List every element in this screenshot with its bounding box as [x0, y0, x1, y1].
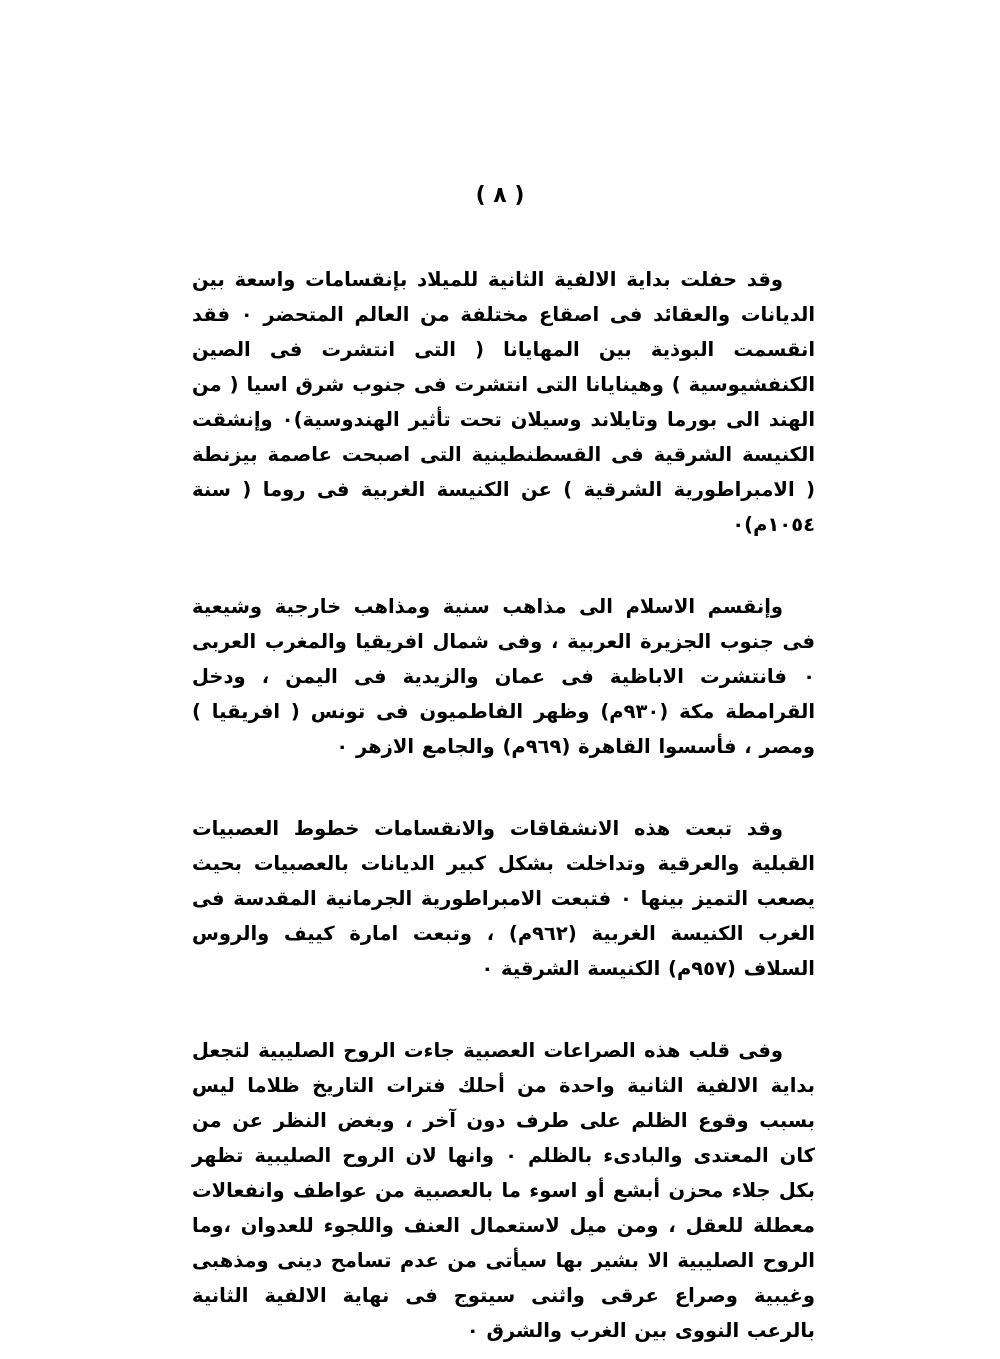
- document-body: [192, 262, 815, 1348]
- paragraph-3: وقد تبعت هذه الانشقاقات والانقسامات خطوط العصبيات القبلية والعرقية وتداخلت بشكل كبير الديانات بالعصبيات بحيث يصعب التميز بينها ٠ فتبعت الامبراطورية الجرمانية المقدسة فى الغرب الكنيسة الغربية (٩٦٢م) ، وتبعت امارة كييف والروس السلاف (٩٥٧م) الكنيسة الشرقية ٠: [192, 817, 815, 980]
- paragraph-1: وقد حفلت بداية الالفية الثانية للميلاد بإنقسامات واسعة بين الديانات والعقائد فى اصقاع مختلفة من العالم المتحضر ٠ فقد انقسمت البوذية بين المهايانا ( التى انتشرت فى الصين الكنفشيوسية ) وهينايانا التى انتشرت فى جنوب شرق اسيا ( من الهند الى بورما وتايلاند وسيلان تحت تأثير الهندوسية)٠ وإنشقت الكنيسة الشرقية فى القسطنطينية التى اصبحت عاصمة بيزنطة ( الامبراطورية الشرقية ) عن الكنيسة الغربية فى روما ( سنة ١٠٥٤م)٠: [192, 268, 816, 536]
- paragraph-4: وفى قلب هذه الصراعات العصبية جاءت الروح الصليبية لتجعل بداية الالفية الثانية واحدة من أحلك فترات التاريخ ظلاما ليس بسبب وقوع الظلم على طرف دون آخر ، وبغض النظر عن من كان المعتدى والبادىء بالظلم ٠ وانها لان الروح الصليبية تظهر بكل جلاء محزن أبشع أو اسوء ما بالعصبية من عواطف وانفعالات معطلة للعقل ، ومن ميل لاستعمال العنف واللجوء للعدوان ،وما الروح الصليبية الا بشير بها سيأتى من عدم تسامح دينى ومذهبى وغيبية وصراع عرقى واثنى سيتوج فى نهاية الالفية الثانية بالرعب النووى بين الغرب والشرق ٠: [192, 1039, 815, 1342]
- page-number: ( ٨ ): [475, 183, 525, 208]
- paragraph-2: وإنقسم الاسلام الى مذاهب سنية ومذاهب خارجية وشيعية فى جنوب الجزيرة العربية ، وفى شمال افريقيا والمغرب العربى ٠ فانتشرت الاباظية فى عمان والزيدية فى اليمن ، ودخل القرامطة مكة (٩٣٠م) وظهر الفاطميون فى تونس ( افريقيا ) ومصر ، فأسسوا القاهرة (٩٦٩م) والجامع الازهر ٠: [192, 595, 816, 758]
